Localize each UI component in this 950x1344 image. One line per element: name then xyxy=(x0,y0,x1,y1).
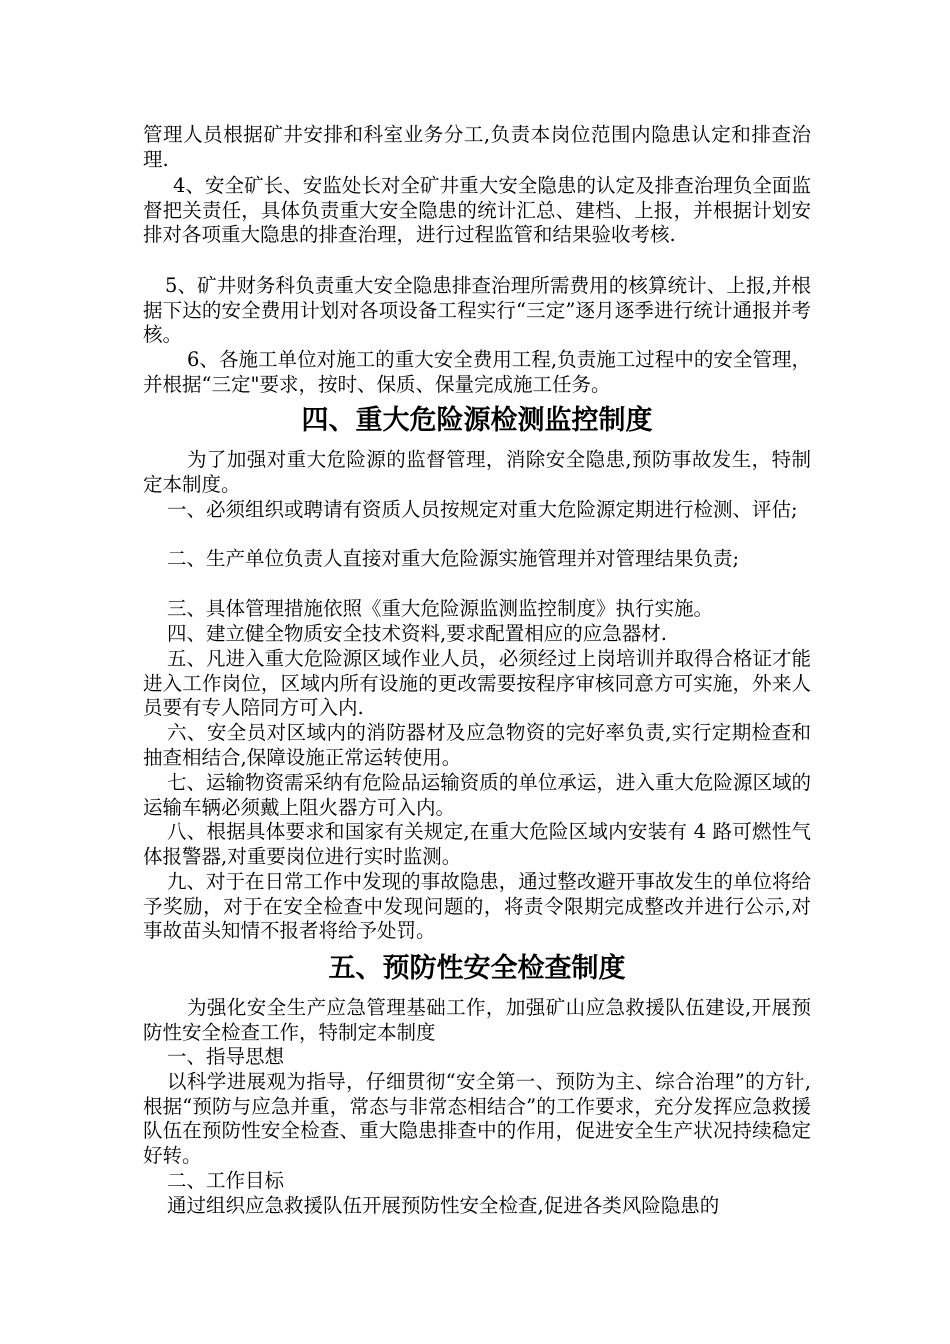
section-5-intro: 为强化安全生产应急管理基础工作，加强矿山应急救援队伍建设,开展预防性安全检查工作，特制定本制度 xyxy=(143,996,811,1044)
paragraph-item-6: 6、各施工单位对施工的重大安全费用工程,负责施工过程中的安全管理，并根据“三定"要求，按时、保质、保量完成施工任务。 xyxy=(143,348,811,396)
section-4-item-3: 三、具体管理措施依照《重大危险源监测监控制度》执行实施。 xyxy=(167,597,714,620)
section-4-intro: 为了加强对重大危险源的监督管理，消除安全隐患,预防事故发生，特制定本制度。 xyxy=(143,448,811,496)
section-4-item-9: 九、对于在日常工作中发现的事故隐患，通过整改避开事故发生的单位将给予奖励，对于在安全检查中发现问题的，将责令限期完成整改并进行公示,对事故苗头知情不报者将给予处罚。 xyxy=(143,870,811,943)
section-heading-5: 五、预防性安全检查制度 xyxy=(328,953,626,984)
section-4-item-8: 八、根据具体要求和国家有关规定,在重大危险区域内安装有 4 路可燃性气体报警器,对重要岗位进行实时监测。 xyxy=(143,820,811,868)
section-heading-4: 四、重大危险源检测监控制度 xyxy=(301,405,653,436)
section-5-paragraph-2: 通过组织应急救援队伍开展预防性安全检查,促进各类风险隐患的 xyxy=(167,1194,720,1217)
section-4-item-2: 二、生产单位负责人直接对重大危险源实施管理并对管理结果负责; xyxy=(167,547,740,570)
section-4-item-4: 四、建立健全物质安全技术资料,要求配置相应的应急器材. xyxy=(167,622,667,645)
section-4-item-6: 六、安全员对区域内的消防器材及应急物资的完好率负责,实行定期检查和抽查相结合,保障设施正常运转使用。 xyxy=(143,721,811,769)
section-4-item-5: 五、凡进入重大危险源区域作业人员，必须经过上岗培训并取得合格证才能进入工作岗位，区域内所有设施的更改需要按程序审核同意方可实施，外来人员要有专人陪同方可入内. xyxy=(143,647,811,720)
section-5-paragraph-1: 以科学进展观为指导，仔细贯彻“安全第一、预防为主、综合治理”的方针,根据“预防与应急并重，常态与非常态相结合”的工作要求，充分发挥应急救援队伍在预防性安全检查、重大隐患排查中的作用，促进安全生产状况持续稳定好转。 xyxy=(143,1070,811,1167)
paragraph-continued: 管理人员根据矿井安排和科室业务分工,负责本岗位范围内隐患认定和排查治理. xyxy=(143,123,811,171)
section-4-item-7: 七、运输物资需采纳有危险品运输资质的单位承运，进入重大危险源区域的运输车辆必须戴上阻火器方可入内。 xyxy=(143,771,811,819)
section-5-heading-1: 一、指导思想 xyxy=(167,1045,285,1068)
section-5-heading-2: 二、工作目标 xyxy=(167,1169,285,1192)
paragraph-item-4: 4、安全矿长、安监处长对全矿井重大安全隐患的认定及排查治理负全面监督把关责任，具体负责重大安全隐患的统计汇总、建档、上报，并根据计划安排对各项重大隐患的排查治理，进行过程监管和结果验收考核. xyxy=(143,174,811,247)
section-4-item-1: 一、必须组织或聘请有资质人员按规定对重大危险源定期进行检测、评估; xyxy=(167,498,798,521)
paragraph-item-5: 5、矿井财务科负责重大安全隐患排查治理所需费用的核算统计、上报,并根据下达的安全费用计划对各项设备工程实行“三定”逐月逐季进行统计通报并考核。 xyxy=(143,274,811,347)
